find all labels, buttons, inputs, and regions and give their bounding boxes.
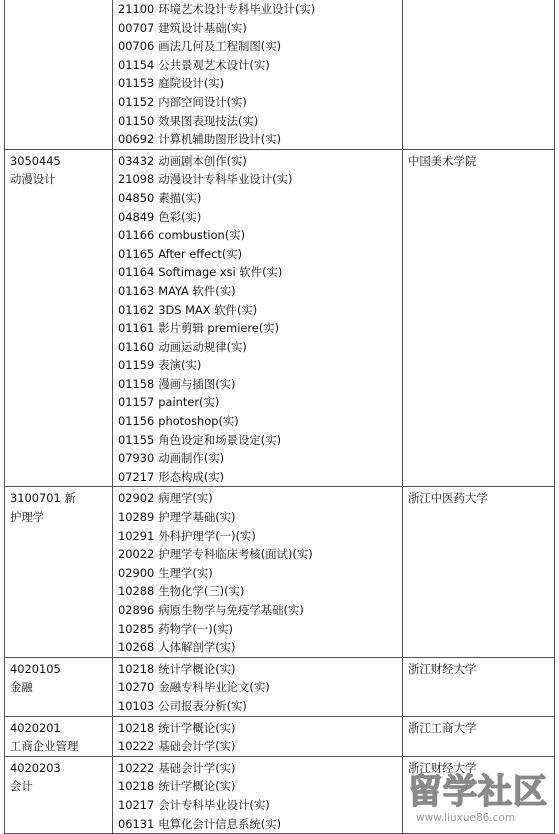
course-item bbox=[118, 263, 397, 282]
course-code: 10289 bbox=[118, 510, 155, 525]
course-name: 角色设定和场景设定(实) bbox=[158, 432, 282, 447]
course-code: 01156 bbox=[118, 414, 155, 429]
course-code: 04849 bbox=[118, 209, 155, 224]
course-list-cell bbox=[113, 756, 403, 833]
course-code: 21098 bbox=[118, 172, 155, 187]
major-name: 金融 bbox=[10, 680, 33, 695]
course-name: combustion(实) bbox=[158, 228, 246, 243]
course-code: 01152 bbox=[118, 94, 155, 109]
course-item bbox=[118, 638, 397, 657]
table-row-group-4 bbox=[5, 716, 555, 756]
course-code: 02902 bbox=[118, 491, 155, 506]
course-name: painter(实) bbox=[158, 395, 220, 410]
course-item bbox=[118, 152, 397, 171]
course-name: 表演(实) bbox=[158, 358, 202, 373]
course-name: 会计专科毕业设计(实) bbox=[158, 797, 270, 812]
course-code: 01158 bbox=[118, 376, 155, 391]
course-name: 计算机辅助图形设计(实) bbox=[158, 132, 282, 147]
major-code: 4020105 bbox=[10, 661, 61, 676]
course-item bbox=[118, 508, 397, 527]
watermark-url: www.liuxue86.com bbox=[416, 812, 516, 824]
course-code: 07217 bbox=[118, 469, 155, 484]
course-code: 10222 bbox=[118, 739, 155, 754]
course-item bbox=[118, 112, 397, 131]
course-code: 01165 bbox=[118, 246, 155, 261]
course-name: photoshop(实) bbox=[158, 414, 239, 429]
course-name: 基础会计学(实) bbox=[158, 739, 236, 754]
school-cell bbox=[403, 0, 555, 149]
course-item bbox=[118, 678, 397, 697]
course-code: 21100 bbox=[118, 2, 155, 16]
major-name: 动漫设计 bbox=[10, 172, 56, 187]
course-code: 03432 bbox=[118, 153, 155, 168]
table-row-group-3 bbox=[5, 657, 555, 716]
course-code: 01160 bbox=[118, 339, 155, 354]
course-item bbox=[118, 245, 397, 264]
course-name: 形态构成(实) bbox=[158, 469, 225, 484]
course-code: 10288 bbox=[118, 584, 155, 599]
course-name: 效果图表现技法(实) bbox=[158, 113, 259, 128]
course-item bbox=[118, 449, 397, 468]
course-item bbox=[118, 468, 397, 487]
course-name: MAYA 软件(实) bbox=[158, 283, 236, 298]
course-item bbox=[118, 719, 397, 738]
major-name: 工商企业管理 bbox=[10, 739, 79, 754]
course-code: 02900 bbox=[118, 565, 155, 580]
course-item bbox=[118, 564, 397, 583]
course-code: 10218 bbox=[118, 661, 155, 676]
course-item bbox=[118, 431, 397, 450]
table-row-group-1 bbox=[5, 149, 555, 487]
course-item bbox=[118, 208, 397, 227]
course-code: 20022 bbox=[118, 547, 155, 562]
course-code: 00692 bbox=[118, 132, 155, 147]
course-name: 外科护理学(一)(实) bbox=[158, 528, 256, 543]
course-item bbox=[118, 319, 397, 338]
course-item bbox=[118, 226, 397, 245]
course-item bbox=[118, 37, 397, 56]
course-name: 统计学概论(实) bbox=[158, 779, 236, 794]
course-item bbox=[118, 489, 397, 508]
course-code: 10218 bbox=[118, 779, 155, 794]
school-name: 浙江财经大学 bbox=[408, 661, 477, 676]
course-item bbox=[118, 56, 397, 75]
course-item bbox=[118, 301, 397, 320]
course-item bbox=[118, 356, 397, 375]
course-name: 金融专科毕业论文(实) bbox=[158, 680, 270, 695]
course-item bbox=[118, 545, 397, 564]
course-name: 内部空间设计(实) bbox=[158, 94, 247, 109]
course-item bbox=[118, 815, 397, 834]
course-code: 01155 bbox=[118, 432, 155, 447]
major-cell bbox=[5, 149, 113, 487]
course-item bbox=[118, 660, 397, 679]
course-code: 01159 bbox=[118, 358, 155, 373]
course-item bbox=[118, 19, 397, 38]
course-name: 庭院设计(实) bbox=[158, 76, 225, 91]
course-code: 02896 bbox=[118, 603, 155, 617]
course-item bbox=[118, 777, 397, 796]
course-code: 01161 bbox=[118, 321, 155, 336]
site-watermark bbox=[408, 772, 556, 830]
course-name: 素描(实) bbox=[158, 190, 202, 205]
school-name: 浙江财经大学 bbox=[408, 760, 477, 775]
course-code: 10103 bbox=[118, 698, 155, 713]
course-code: 04850 bbox=[118, 190, 155, 205]
major-cell bbox=[5, 716, 113, 756]
major-code: 3100701 新 bbox=[10, 491, 76, 506]
course-name: 影片剪辑 premiere(实) bbox=[158, 321, 280, 336]
course-code: 01153 bbox=[118, 76, 155, 91]
major-cell bbox=[5, 0, 113, 149]
course-item bbox=[118, 170, 397, 189]
course-name: 3DS MAX 软件(实) bbox=[158, 302, 258, 317]
watermark-logo-text: 留学社区 bbox=[408, 772, 548, 812]
school-name: 中国美术学院 bbox=[408, 153, 477, 168]
course-name: 电算化会计信息系统(实) bbox=[158, 816, 282, 831]
major-cell bbox=[5, 657, 113, 716]
major-cell bbox=[5, 487, 113, 657]
course-name: 画法几何及工程制图(实) bbox=[158, 39, 282, 54]
course-name: 色彩(实) bbox=[158, 209, 202, 224]
school-cell bbox=[403, 149, 555, 487]
course-name: 生物化学(三)(实) bbox=[158, 584, 245, 599]
course-code: 10291 bbox=[118, 528, 155, 543]
course-code: 10270 bbox=[118, 680, 155, 695]
course-name: 病原生物学与免疫学基础(实) bbox=[158, 603, 304, 617]
course-code: 01163 bbox=[118, 283, 155, 298]
school-cell bbox=[403, 487, 555, 657]
course-name: 药物学(一)(实) bbox=[158, 621, 233, 636]
course-name: 动画剧本创作(实) bbox=[158, 153, 247, 168]
school-name: 浙江工商大学 bbox=[408, 720, 477, 735]
course-item bbox=[118, 527, 397, 546]
table-row-group-2 bbox=[5, 487, 555, 657]
course-list-cell bbox=[113, 149, 403, 487]
course-code: 01150 bbox=[118, 113, 155, 128]
course-code: 10218 bbox=[118, 720, 155, 735]
course-code: 06131 bbox=[118, 816, 155, 831]
course-name: 动漫设计专科毕业设计(实) bbox=[158, 172, 293, 187]
course-name: 护理学基础(实) bbox=[158, 510, 236, 525]
course-code: 00706 bbox=[118, 39, 155, 54]
school-name: 浙江中医药大学 bbox=[408, 491, 488, 506]
course-name: 统计学概论(实) bbox=[158, 720, 236, 735]
course-name: 人体解剖学(实) bbox=[158, 640, 236, 655]
course-item bbox=[118, 0, 397, 19]
exam-plan-table bbox=[4, 0, 555, 834]
major-code: 4020203 bbox=[10, 760, 61, 775]
course-name: 生理学(实) bbox=[158, 565, 213, 580]
course-name: After effect(实) bbox=[158, 246, 243, 261]
major-name: 会计 bbox=[10, 779, 33, 794]
course-item bbox=[118, 375, 397, 394]
course-code: 01162 bbox=[118, 302, 155, 317]
course-item bbox=[118, 74, 397, 93]
course-item bbox=[118, 601, 397, 620]
course-name: 护理学专科临床考核(面试)(实) bbox=[158, 547, 313, 562]
course-item bbox=[118, 338, 397, 357]
course-item bbox=[118, 393, 397, 412]
major-cell bbox=[5, 756, 113, 833]
course-item bbox=[118, 620, 397, 639]
course-name: 基础会计学(实) bbox=[158, 760, 236, 775]
course-item bbox=[118, 412, 397, 431]
course-name: 公司报表分析(实) bbox=[158, 698, 247, 713]
course-list-cell bbox=[113, 716, 403, 756]
course-item bbox=[118, 697, 397, 716]
course-name: 公共景观艺术设计(实) bbox=[158, 57, 270, 72]
course-name: 动画运动规律(实) bbox=[158, 339, 247, 354]
course-code: 10285 bbox=[118, 621, 155, 636]
course-item bbox=[118, 189, 397, 208]
course-code: 01157 bbox=[118, 395, 155, 410]
course-item bbox=[118, 796, 397, 815]
course-code: 01166 bbox=[118, 228, 155, 243]
course-item bbox=[118, 737, 397, 756]
course-code: 10268 bbox=[118, 640, 155, 655]
school-cell bbox=[403, 657, 555, 716]
course-item bbox=[118, 582, 397, 601]
course-item bbox=[118, 93, 397, 112]
course-name: Softimage xsi 软件(实) bbox=[158, 265, 283, 280]
course-code: 10222 bbox=[118, 760, 155, 775]
course-name: 动画制作(实) bbox=[158, 451, 225, 466]
course-name: 漫画与插图(实) bbox=[158, 376, 236, 391]
course-name: 病理学(实) bbox=[158, 491, 213, 506]
course-item bbox=[118, 759, 397, 778]
major-code: 3050445 bbox=[10, 153, 61, 168]
course-list-cell bbox=[113, 657, 403, 716]
course-name: 建筑设计基础(实) bbox=[158, 20, 247, 35]
course-code: 01164 bbox=[118, 265, 155, 280]
course-list-cell bbox=[113, 0, 403, 149]
course-code: 01154 bbox=[118, 57, 155, 72]
course-name: 统计学概论(实) bbox=[158, 661, 236, 676]
course-item bbox=[118, 282, 397, 301]
course-code: 00707 bbox=[118, 20, 155, 35]
course-item bbox=[118, 130, 397, 149]
table-row-group-0 bbox=[5, 0, 555, 149]
major-name: 护理学 bbox=[10, 510, 45, 525]
course-list-cell bbox=[113, 487, 403, 657]
major-code: 4020201 bbox=[10, 720, 61, 735]
course-name: 环境艺术设计专科毕业设计(实) bbox=[158, 2, 316, 16]
course-code: 07930 bbox=[118, 451, 155, 466]
school-cell bbox=[403, 716, 555, 756]
course-code: 10217 bbox=[118, 797, 155, 812]
